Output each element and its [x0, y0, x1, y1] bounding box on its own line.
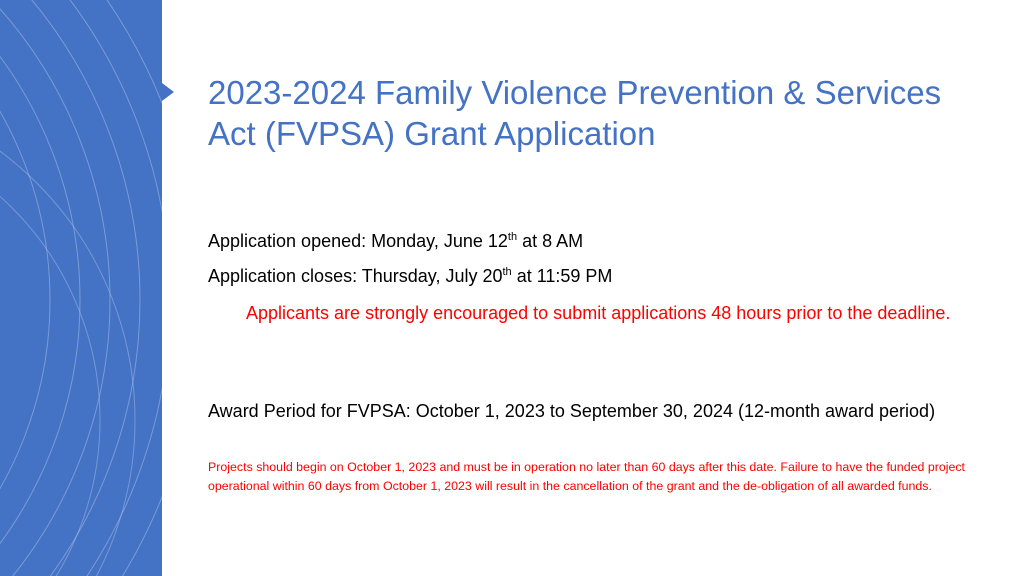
decorative-arcs [0, 0, 162, 576]
decorative-side-band [0, 0, 162, 576]
application-opened-text: Application opened: Monday, June 12 [208, 231, 508, 251]
application-closes-time: at 11:59 PM [511, 266, 613, 286]
application-opened-time: at 8 AM [517, 231, 584, 251]
award-period: Award Period for FVPSA: October 1, 2023 to September 30, 2024 (12-month award period) [208, 401, 936, 421]
project-start-requirement: Projects should begin on October 1, 2023 and must be in operation no later than 60 days after this date. Failure to have the funded project operational within 60 days from October 1, 2023 will result in the cancellation of the grant and the de-obligation of all awarded funds. [208, 460, 966, 493]
application-closes-text: Application closes: Thursday, July 20 [208, 266, 503, 286]
submission-advice: Applicants are strongly encouraged to submit applications 48 hours prior to the deadline. [246, 303, 951, 323]
application-opened-line [208, 229, 583, 253]
application-opened-ordinal: th [507, 231, 518, 243]
application-closes-ordinal: th [502, 266, 512, 278]
application-closes-line [208, 264, 612, 288]
page-title: 2023-2024 Family Violence Prevention & Services Act (FVPSA) Grant Application [208, 74, 942, 152]
title-marker-triangle [162, 83, 174, 101]
